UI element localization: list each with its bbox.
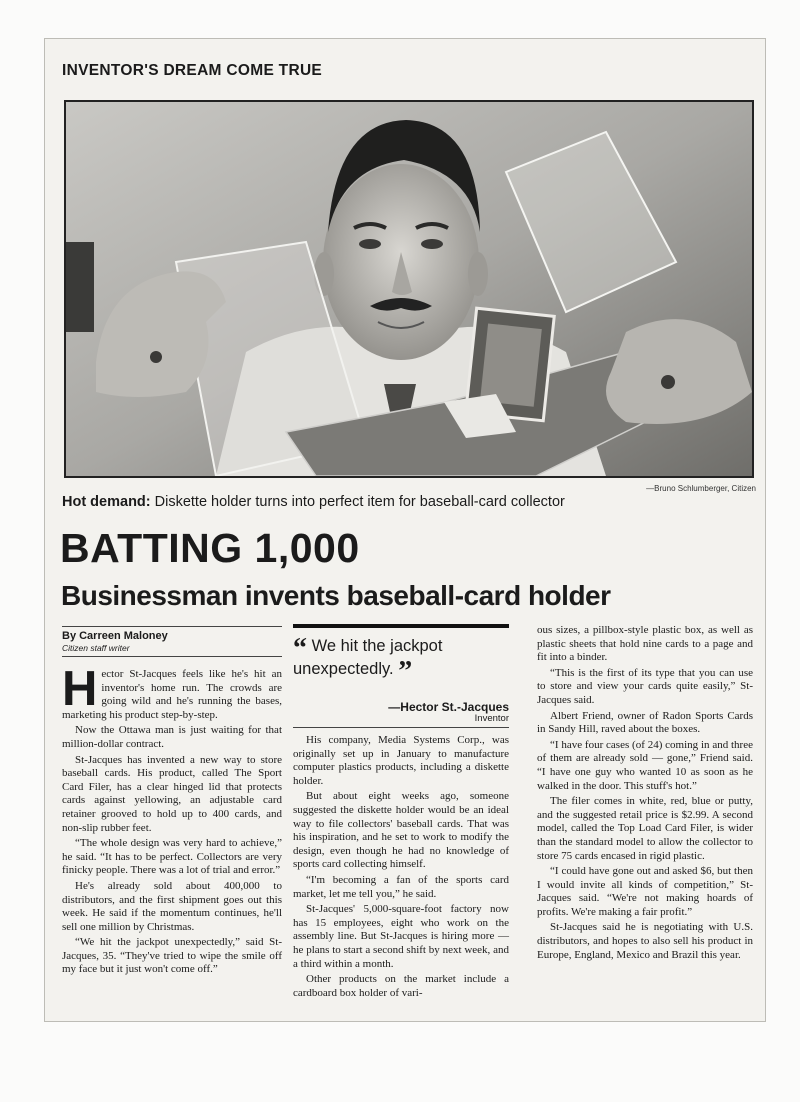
article-paragraph: St-Jacques said he is negotiating with U.S. distributors, and hopes to also sell his product in Europe, England, Mexico and Brazil this year.	[537, 921, 753, 961]
byline-title: Citizen staff writer	[62, 643, 130, 653]
open-quote-mark: “	[293, 633, 307, 664]
pullquote-text: We hit the jackpot unexpectedly.	[293, 637, 443, 678]
pullquote-attribution: —Hector St.-Jacques	[388, 700, 509, 714]
article-paragraph: “I could have gone out and asked $6, but then I would invite all kinds of competition,” St-Jacques said. “We're not making hoards of profits. We're making a fair profit.”	[537, 865, 753, 918]
article-paragraph: Other products on the market include a cardboard box holder of vari-	[293, 973, 509, 999]
photo-caption	[62, 494, 565, 510]
byline-divider	[62, 626, 282, 627]
article-paragraph: Now the Ottawa man is just waiting for that million-dollar contract.	[62, 724, 282, 750]
article-paragraph: But about eight weeks ago, someone suggested the diskette holder would be an ideal way to file collectors' baseball cards. That was his inspiration, and he set to work to modify the design, even though he had no knowledge of sports card collecting himself.	[293, 790, 509, 871]
photo-illustration	[66, 102, 752, 476]
article-paragraph: “I'm becoming a fan of the sports card market, let me tell you,” he said.	[293, 873, 509, 900]
pullquote-rule	[293, 624, 509, 628]
pullquote-rule-bottom	[293, 727, 509, 728]
article-paragraph: His company, Media Systems Corp., was originally set up in January to manufacture computer plastics products, including a diskette holder.	[293, 734, 509, 787]
photo-credit: —Bruno Schlumberger, Citizen	[646, 484, 756, 493]
article-paragraph: The filer comes in white, red, blue or putty, and the suggested retail price is $2.99. A second model, called the Top Load Card Filer, is wider than the standard model to allow the collector to store 75 cards encased in rigid plastic.	[537, 795, 753, 862]
close-quote-mark: ”	[398, 656, 413, 687]
article-paragraph: St-Jacques' 5,000-square-foot factory now has 15 employees, eight who work on the assembly line. But St-Jacques is hiring more — he plans to start a second shift by next week, and a third within a month.	[293, 903, 509, 970]
subheadline: Businessman invents baseball-card holder	[61, 580, 611, 611]
article-paragraph: “I have four cases (of 24) coming in and three of them are already sold — gone,” Friend said. “I have one guy who wanted 10 as soon as he walked in the door. This stuff's hot.”	[537, 738, 753, 792]
article-paragraph: “This is the first of its type that you can use to store and view your cards quite easily,” St-Jacques said.	[537, 666, 753, 706]
byline-divider-bottom	[62, 656, 282, 657]
article-column-1	[62, 662, 282, 979]
article-paragraph: “We hit the jackpot unexpectedly,” said St-Jacques, 35. “They've tried to wipe the smile off my face but it just won't come off.”	[62, 936, 282, 976]
article-paragraph: “The whole design was very hard to achieve,” he said. “It has to be perfect. Collectors are very finicky people. There was a lot of trial and error.”	[62, 837, 282, 877]
caption-lead: Hot demand:	[62, 494, 151, 510]
article-column-2	[293, 734, 509, 1002]
headline: BATTING 1,000	[60, 525, 360, 571]
news-photo	[64, 100, 754, 478]
section-kicker: INVENTOR'S DREAM COME TRUE	[62, 62, 323, 79]
article-paragraph: ous sizes, a pillbox-style plastic box, as well as plastic sheets that hold nine cards to a page and fit into a binder.	[537, 624, 753, 664]
pullquote-role: Inventor	[474, 713, 509, 724]
pullquote	[293, 633, 509, 687]
article-paragraph: St-Jacques has invented a new way to store baseball cards. His product, called The Sport Card Filer, has a clear hinged lid that protects cards against yellowing, an adjustable card retainer grooved to hold up to 400 cards, and non-slip rubber feet.	[62, 753, 282, 834]
caption-text: Diskette holder turns into perfect item for baseball-card collector	[150, 494, 565, 510]
article-paragraph: Hector St-Jacques feels like he's hit an inventor's home run. The crowds are going wild and he's running the bases, marketing his product step-by-step.	[62, 662, 282, 721]
article-paragraph: Albert Friend, owner of Radon Sports Cards in Sandy Hill, raved about the boxes.	[537, 709, 753, 736]
byline-author: By Carreen Maloney	[62, 630, 168, 642]
article-column-3	[537, 624, 753, 964]
drop-cap: H	[62, 662, 98, 716]
article-paragraph: He's already sold about 400,000 to distributors, and the first shipment goes out this week. He said if the momentum continues, he'll sell one million by Christmas.	[62, 879, 282, 933]
